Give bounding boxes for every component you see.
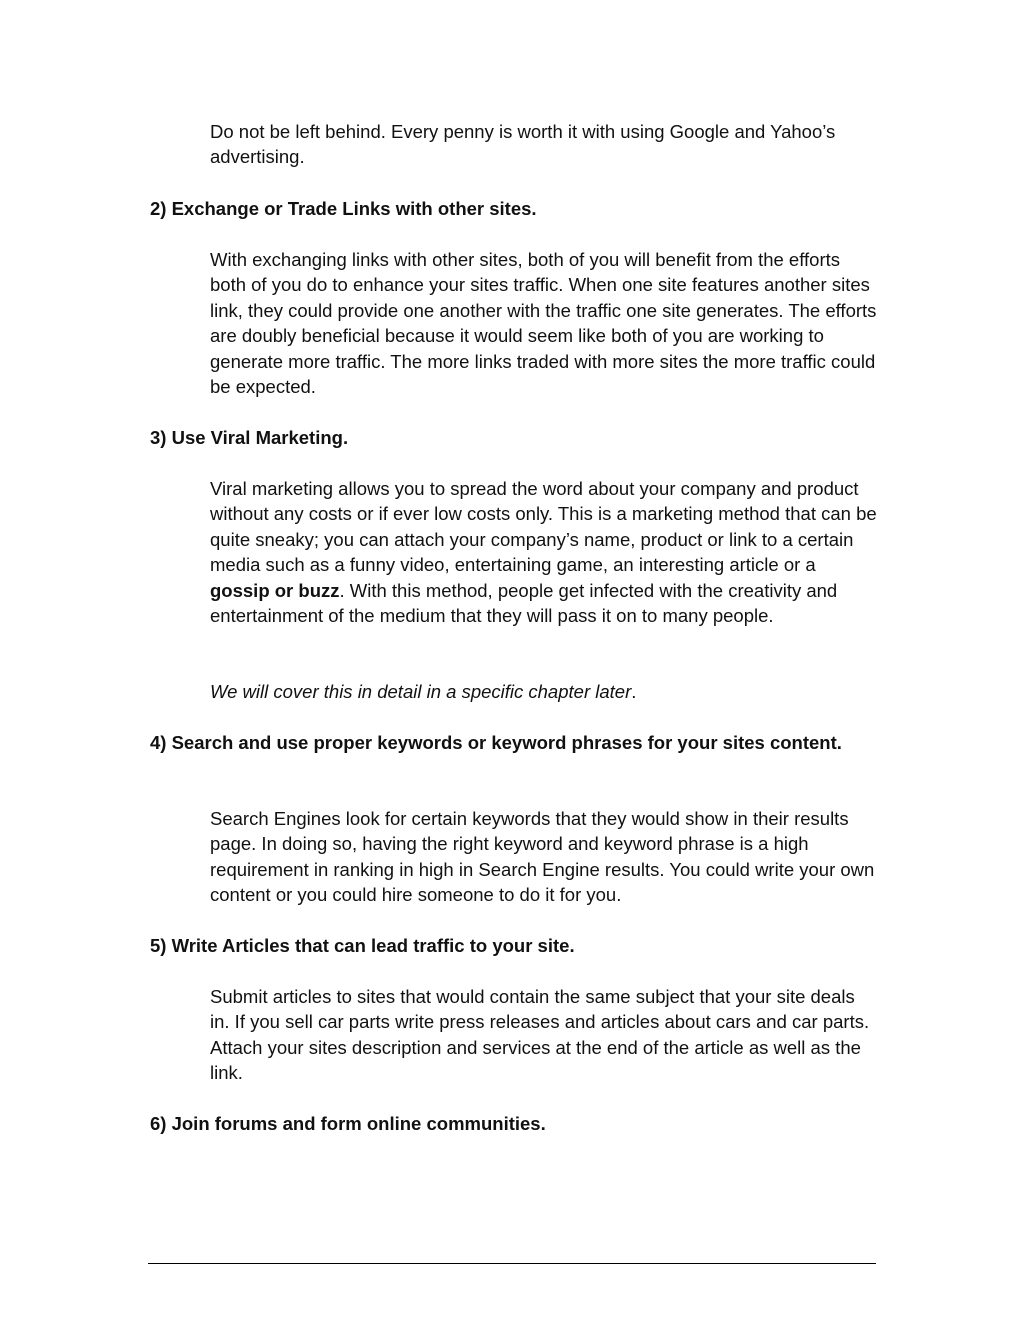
heading-viral-marketing: 3) Use Viral Marketing. (150, 427, 349, 448)
paragraph-keywords: Search Engines look for certain keywords that they would show in their results page. In doing so, having the right keyword and keyword phrase is a high requirement in ranking in high in Search Engine results. You could write your own content or you could hire someone to do it for you. (210, 808, 875, 906)
viral-text-start: Viral marketing allows you to spread the word about your company and product without any costs or if ever low costs only. This is a marketing method that can be quite sneaky; you can attach your company’s name, product or link to a certain media such as a funny video, entertaining game, an interesting article or a (210, 478, 877, 576)
paragraph-write-articles: Submit articles to sites that would contain the same subject that your site deals in. If you sell car parts write press releases and articles about cars and car parts. Attach your sites description and services at the end of the article as well as the link. (210, 986, 870, 1084)
chapter-note-period: . (631, 681, 637, 702)
heading-exchange-links: 2) Exchange or Trade Links with other sites. (150, 198, 537, 219)
paragraph-advertising: Do not be left behind. Every penny is worth it with using Google and Yahoo’s advertising. (210, 121, 836, 168)
chapter-note-italic: We will cover this in detail in a specific chapter later (210, 681, 632, 702)
viral-text-bold: gossip or buzz (210, 579, 340, 601)
viral-text-end: . With this method, people get infected with the creativity and entertainment of the medium that they will pass it on to many people. (210, 579, 838, 627)
paragraph-chapter-note (210, 679, 878, 704)
paragraph-exchange-links: With exchanging links with other sites, both of you will benefit from the efforts both of you do to enhance your sites traffic. When one site features another sites link, they could provide one another with the traffic one site generates. The efforts are doubly beneficial because it would seem like both of you are working to generate more traffic. The more links traded with more sites the more traffic could be expected. (210, 249, 877, 398)
heading-forums: 6) Join forums and form online communities. (150, 1113, 546, 1134)
paragraph-viral-marketing (210, 476, 878, 628)
footer-rule (148, 1263, 876, 1264)
heading-write-articles: 5) Write Articles that can lead traffic to your site. (150, 935, 575, 956)
heading-keywords: 4) Search and use proper keywords or keyword phrases for your sites content. (150, 732, 842, 753)
